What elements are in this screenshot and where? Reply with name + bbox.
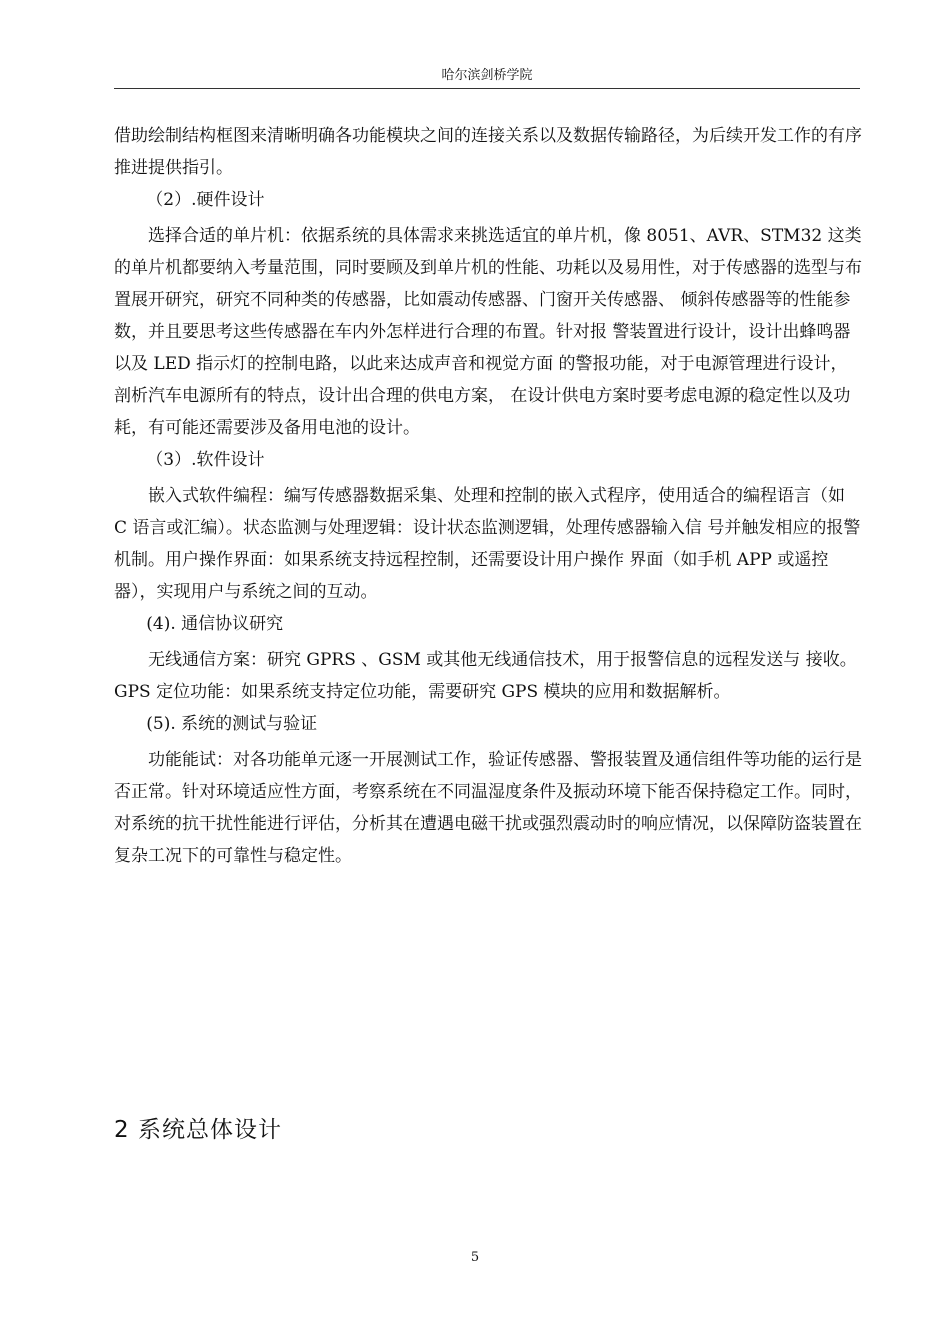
page-number-text: 5 bbox=[470, 1250, 480, 1265]
paragraph-software: 嵌入式软件编程：编写传感器数据采集、处理和控制的嵌入式程序，使用适合的编程语言（如 C 语言或汇编）。状态监测与处理逻辑：设计状态监测逻辑，处理传感器输入信 号并触发相应的报警机制。用户操作界面：如果系统支持远程控制，还需要设计用户操作 界面（如手机 APP 或遥控器），实现用户与系统之间的互动。 bbox=[114, 486, 861, 602]
section-heading bbox=[114, 1112, 282, 1148]
header-title: 哈尔滨剑桥学院 bbox=[441, 68, 533, 83]
body-text bbox=[114, 120, 862, 872]
paragraph-continuation: 借助绘制结构框图来清晰明确各功能模块之间的连接关系以及数据传输路径，为后续开发工作的有序推进提供指引。 bbox=[114, 126, 862, 178]
subheading-software: （3）.软件设计 bbox=[146, 450, 265, 470]
section-heading-text: 2 系统总体设计 bbox=[114, 1117, 282, 1143]
subheading-protocol: (4). 通信协议研究 bbox=[146, 614, 284, 634]
paragraph-protocol: 无线通信方案：研究 GPRS 、GSM 或其他无线通信技术，用于报警信息的远程发送与 接收。GPS 定位功能：如果系统支持定位功能，需要研究 GPS 模块的应用和数据解析。 bbox=[114, 650, 857, 702]
subheading-hardware: （2）.硬件设计 bbox=[146, 190, 265, 210]
page-header bbox=[114, 64, 860, 89]
page-number bbox=[0, 1248, 950, 1268]
paragraph-hardware: 选择合适的单片机：依据系统的具体需求来挑选适宜的单片机，像 8051、AVR、STM32 这类的单片机都要纳入考量范围，同时要顾及到单片机的性能、功耗以及易用性，对于传感器的选型与布置展开研究，研究不同种类的传感器，比如震动传感器、门窗开关传感器、 倾斜传感器等的性能参数，并且要思考这些传感器在车内外怎样进行合理的布置。针对报 警装置进行设计，设计出蜂鸣器以及 LED 指示灯的控制电路，以此来达成声音和视觉方面 的警报功能，对于电源管理进行设计，剖析汽车电源所有的特点，设计出合理的供电方案， 在设计供电方案时要考虑电源的稳定性以及功耗，有可能还需要涉及备用电池的设计。 bbox=[114, 226, 862, 438]
subheading-testing: (5). 系统的测试与验证 bbox=[146, 714, 318, 734]
paragraph-testing: 功能能试：对各功能单元逐一开展测试工作，验证传感器、警报装置及通信组件等功能的运行是否正常。针对环境适应性方面，考察系统在不同温湿度条件及振动环境下能否保持稳定工作。同时，对系统的抗干扰性能进行评估，分析其在遭遇电磁干扰或强烈震动时的响应情况，以保障防盗装置在复杂工况下的可靠性与稳定性。 bbox=[114, 750, 862, 866]
